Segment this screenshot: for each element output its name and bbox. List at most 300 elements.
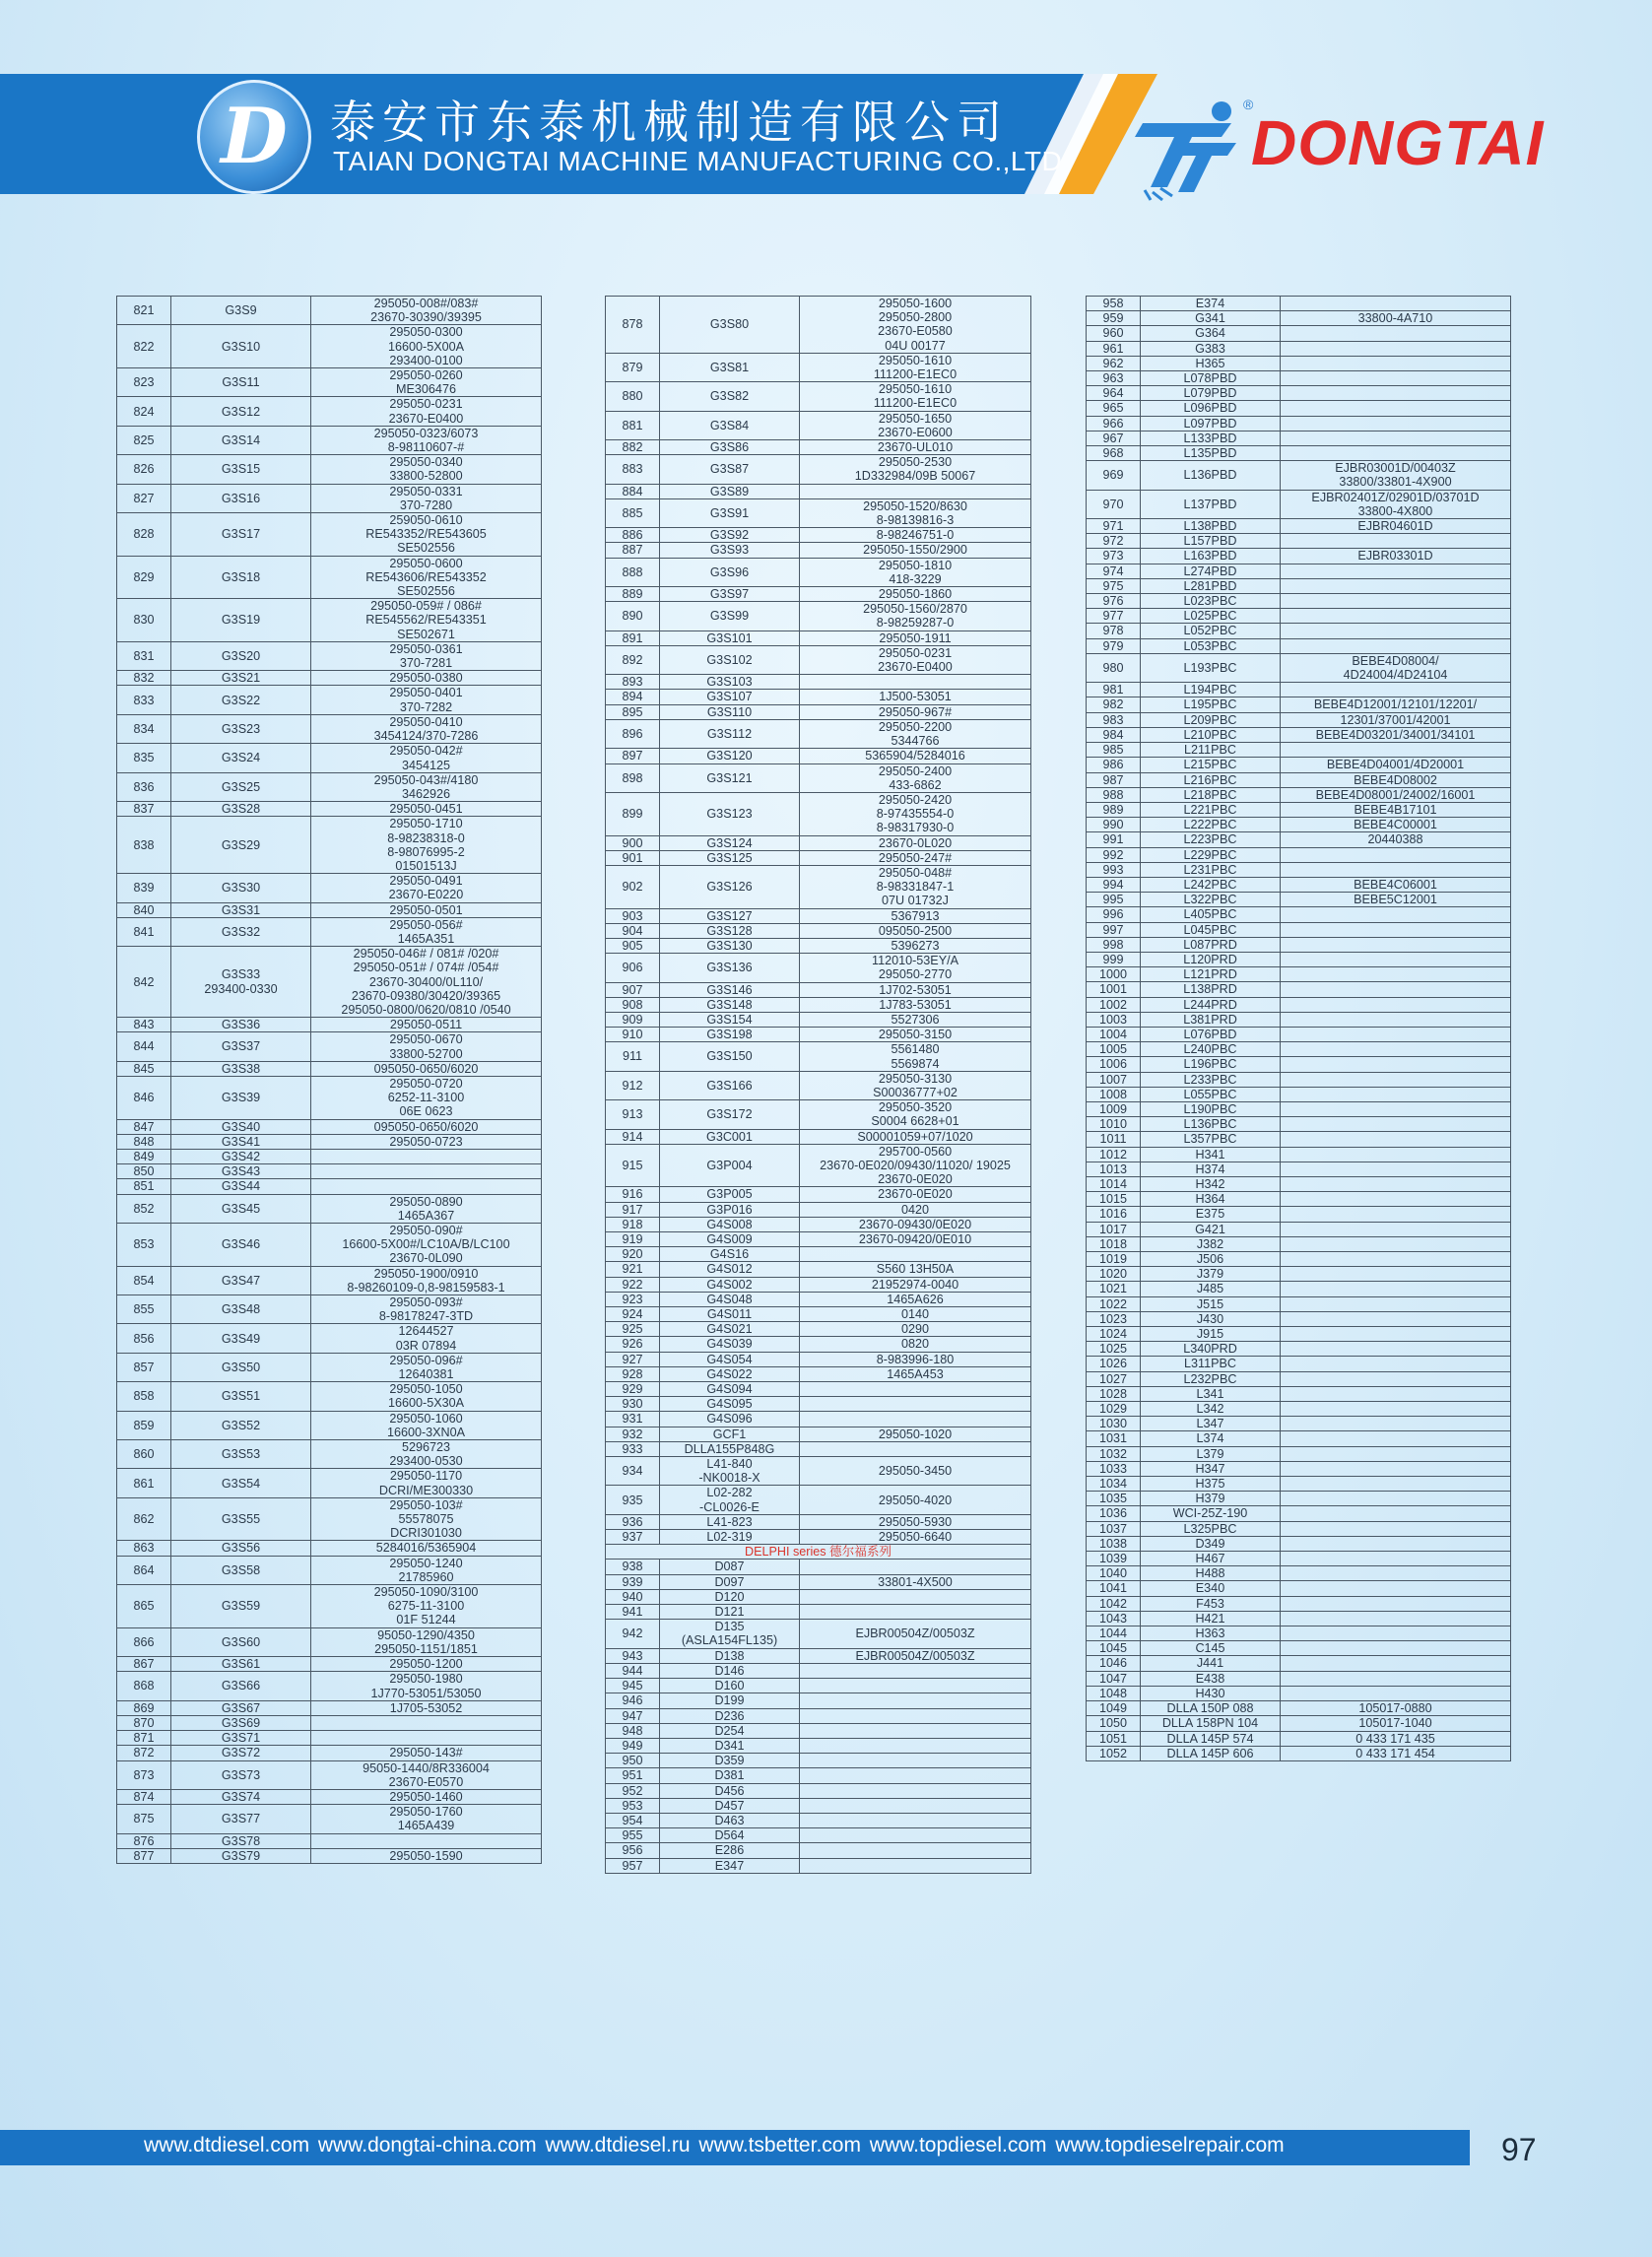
row-number: 933 — [606, 1441, 660, 1456]
nozzle-model: L135PBD — [1141, 446, 1281, 461]
nozzle-model: G3S154 — [660, 1012, 800, 1027]
nozzle-model: L274PBD — [1141, 564, 1281, 578]
reference-number: 295050-3150 — [800, 1028, 1031, 1042]
row-number: 1007 — [1087, 1072, 1141, 1087]
row-number: 1010 — [1087, 1117, 1141, 1132]
table-row — [1087, 1641, 1511, 1656]
row-number: 1037 — [1087, 1521, 1141, 1536]
row-number: 911 — [606, 1042, 660, 1071]
row-number: 1047 — [1087, 1671, 1141, 1686]
nozzle-model: H364 — [1141, 1192, 1281, 1207]
row-number: 952 — [606, 1783, 660, 1798]
row-number: 928 — [606, 1366, 660, 1381]
reference-number: EJBR00504Z/00503Z — [800, 1648, 1031, 1663]
nozzle-model: L311PBC — [1141, 1357, 1281, 1371]
table-row — [1087, 594, 1511, 609]
row-number: 1001 — [1087, 982, 1141, 997]
row-number: 986 — [1087, 758, 1141, 772]
reference-number — [1281, 1311, 1511, 1326]
nozzle-model: L096PBD — [1141, 401, 1281, 416]
reference-number: 295050-1050 16600-5X30A — [311, 1382, 542, 1411]
row-number: 899 — [606, 792, 660, 835]
row-number: 1051 — [1087, 1731, 1141, 1746]
table-row — [606, 982, 1031, 997]
table-row — [606, 1307, 1031, 1322]
nozzle-model: L347 — [1141, 1417, 1281, 1431]
row-number: 970 — [1087, 490, 1141, 518]
reference-number: 20440388 — [1281, 832, 1511, 847]
table-row — [1087, 712, 1511, 727]
table-row — [1087, 1132, 1511, 1147]
nozzle-model: L281PBD — [1141, 578, 1281, 593]
row-number: 920 — [606, 1247, 660, 1262]
table-row — [1087, 431, 1511, 445]
row-number: 903 — [606, 908, 660, 923]
row-number: 858 — [117, 1382, 171, 1411]
reference-number — [1281, 431, 1511, 445]
reference-number — [1281, 1431, 1511, 1446]
row-number: 922 — [606, 1277, 660, 1292]
reference-number: 295050-0340 33800-52800 — [311, 455, 542, 484]
reference-number — [1281, 564, 1511, 578]
reference-number: 295050-2530 1D332984/09B 50067 — [800, 455, 1031, 484]
row-number: 1050 — [1087, 1716, 1141, 1731]
table-row — [117, 1018, 542, 1032]
reference-number — [1281, 1236, 1511, 1251]
table-row — [606, 602, 1031, 631]
table-row — [606, 1783, 1031, 1798]
reference-number: 295050-0401 370-7282 — [311, 686, 542, 714]
nozzle-model: L379 — [1141, 1446, 1281, 1461]
row-number: 971 — [1087, 519, 1141, 534]
reference-number — [1281, 952, 1511, 966]
table-row — [1087, 1357, 1511, 1371]
nozzle-model: L325PBC — [1141, 1521, 1281, 1536]
row-number: 898 — [606, 763, 660, 792]
nozzle-model: L209PBC — [1141, 712, 1281, 727]
nozzle-model: G3S77 — [171, 1805, 311, 1833]
row-number: 1035 — [1087, 1492, 1141, 1506]
table-row — [606, 1798, 1031, 1813]
row-number: 1043 — [1087, 1611, 1141, 1626]
row-number: 1019 — [1087, 1252, 1141, 1267]
row-number: 990 — [1087, 818, 1141, 832]
row-number: 967 — [1087, 431, 1141, 445]
row-number: 968 — [1087, 446, 1141, 461]
reference-number: 5296723 293400-0530 — [311, 1440, 542, 1469]
nozzle-model: G3S11 — [171, 368, 311, 397]
nozzle-model: L120PRD — [1141, 952, 1281, 966]
row-number: 1040 — [1087, 1566, 1141, 1581]
table-row — [606, 1382, 1031, 1397]
table-row — [117, 1789, 542, 1804]
reference-number — [800, 484, 1031, 498]
reference-number — [1281, 534, 1511, 549]
table-row — [1087, 1087, 1511, 1101]
reference-number — [1281, 371, 1511, 386]
row-number: 1015 — [1087, 1192, 1141, 1207]
nozzle-model: E286 — [660, 1843, 800, 1858]
reference-number: 295050-0501 — [311, 902, 542, 917]
reference-number: 5365904/5284016 — [800, 749, 1031, 763]
nozzle-model: L341 — [1141, 1386, 1281, 1401]
row-number: 934 — [606, 1457, 660, 1486]
table-row — [606, 675, 1031, 690]
row-number: 1004 — [1087, 1027, 1141, 1041]
row-number: 829 — [117, 556, 171, 599]
row-number: 993 — [1087, 862, 1141, 877]
table-row — [1087, 1461, 1511, 1476]
nozzle-model: G3C001 — [660, 1129, 800, 1144]
table-row — [117, 714, 542, 743]
nozzle-model: G3S29 — [171, 817, 311, 874]
table-row — [117, 1760, 542, 1789]
row-number: 1038 — [1087, 1536, 1141, 1551]
row-number: 851 — [117, 1179, 171, 1194]
table-row — [1087, 922, 1511, 937]
row-number: 897 — [606, 749, 660, 763]
reference-number — [1281, 1057, 1511, 1072]
nozzle-model: G4S039 — [660, 1337, 800, 1352]
nozzle-model: L240PBC — [1141, 1042, 1281, 1057]
row-number: 964 — [1087, 386, 1141, 401]
table-row — [1087, 1027, 1511, 1041]
table-row — [117, 772, 542, 801]
reference-number: 295050-1860 — [800, 587, 1031, 602]
nozzle-model: G421 — [1141, 1222, 1281, 1236]
table-row — [117, 1353, 542, 1381]
reference-number — [1281, 594, 1511, 609]
table-row — [1087, 1311, 1511, 1326]
nozzle-model: L133PBD — [1141, 431, 1281, 445]
reference-number: 295050-0723 — [311, 1134, 542, 1149]
table-row — [1087, 446, 1511, 461]
table-row — [117, 1324, 542, 1353]
reference-number — [800, 1768, 1031, 1783]
row-number: 943 — [606, 1648, 660, 1663]
row-number: 978 — [1087, 624, 1141, 638]
reference-number: BEBE4D08004/ 4D24004/4D24104 — [1281, 653, 1511, 682]
nozzle-model: L216PBC — [1141, 772, 1281, 787]
row-number: 891 — [606, 631, 660, 645]
reference-number — [1281, 326, 1511, 341]
row-number: 994 — [1087, 877, 1141, 892]
table-row — [117, 902, 542, 917]
table-row — [606, 719, 1031, 748]
row-number: 1042 — [1087, 1596, 1141, 1611]
table-row — [1087, 967, 1511, 982]
nozzle-model: G3S66 — [171, 1672, 311, 1700]
nozzle-model: G4S096 — [660, 1412, 800, 1427]
row-number: 841 — [117, 917, 171, 946]
row-number: 904 — [606, 923, 660, 938]
table-row — [1087, 326, 1511, 341]
row-number: 919 — [606, 1232, 660, 1247]
table-row — [1087, 1342, 1511, 1357]
row-number: 837 — [117, 802, 171, 817]
row-number: 984 — [1087, 727, 1141, 742]
table-row — [1087, 461, 1511, 490]
nozzle-model: G3S14 — [171, 426, 311, 454]
table-row — [1087, 519, 1511, 534]
nozzle-model: D121 — [660, 1605, 800, 1620]
nozzle-model: G4S16 — [660, 1247, 800, 1262]
nozzle-model: G3S121 — [660, 763, 800, 792]
nozzle-model: L374 — [1141, 1431, 1281, 1446]
nozzle-model: L136PBD — [1141, 461, 1281, 490]
table-row — [606, 1530, 1031, 1545]
reference-number — [1281, 1207, 1511, 1222]
nozzle-model: G4S094 — [660, 1382, 800, 1397]
reference-number — [1281, 1267, 1511, 1282]
reference-number: 295050-1900/0910 8-98260109-0,8-98159583-1 — [311, 1266, 542, 1294]
table-row — [1087, 1117, 1511, 1132]
table-row — [117, 802, 542, 817]
row-number: 975 — [1087, 578, 1141, 593]
table-row — [606, 1217, 1031, 1231]
reference-number — [800, 1708, 1031, 1723]
row-number: 881 — [606, 411, 660, 439]
reference-number — [1281, 1596, 1511, 1611]
row-number: 974 — [1087, 564, 1141, 578]
reference-number — [1281, 1386, 1511, 1401]
reference-number — [1281, 847, 1511, 862]
nozzle-model: G3S74 — [171, 1789, 311, 1804]
reference-number: 295050-096# 12640381 — [311, 1353, 542, 1381]
table-row — [117, 1627, 542, 1656]
nozzle-model: G3S166 — [660, 1071, 800, 1099]
reference-number: 095050-2500 — [800, 923, 1031, 938]
reference-number: 33801-4X500 — [800, 1574, 1031, 1589]
reference-number: EJBR03301D — [1281, 549, 1511, 564]
nozzle-model: L055PBC — [1141, 1087, 1281, 1101]
reference-number — [800, 1858, 1031, 1873]
table-row — [1087, 534, 1511, 549]
nozzle-model: G4S021 — [660, 1322, 800, 1337]
reference-number — [1281, 1176, 1511, 1191]
nozzle-model: E374 — [1141, 297, 1281, 311]
row-number: 973 — [1087, 549, 1141, 564]
reference-number — [1281, 1087, 1511, 1101]
nozzle-model: G3S84 — [660, 411, 800, 439]
table-row — [1087, 1252, 1511, 1267]
nozzle-model: DLLA155P848G — [660, 1441, 800, 1456]
table-row — [1087, 1596, 1511, 1611]
table-row — [606, 1514, 1031, 1529]
table-row — [606, 631, 1031, 645]
nozzle-model: G383 — [1141, 341, 1281, 356]
nozzle-model: G3S15 — [171, 455, 311, 484]
table-row — [117, 1469, 542, 1497]
reference-number — [1281, 1552, 1511, 1566]
table-row — [606, 1247, 1031, 1262]
table-row — [606, 1813, 1031, 1827]
reference-number — [1281, 1132, 1511, 1147]
table-row — [606, 1337, 1031, 1352]
reference-number — [1281, 386, 1511, 401]
table-row — [1087, 832, 1511, 847]
nozzle-model: G3S96 — [660, 558, 800, 586]
reference-number: 1465A453 — [800, 1366, 1031, 1381]
table-row — [117, 1119, 542, 1134]
row-number: 860 — [117, 1440, 171, 1469]
nozzle-model: G364 — [1141, 326, 1281, 341]
row-number: 910 — [606, 1028, 660, 1042]
nozzle-model: G3S24 — [171, 744, 311, 772]
table-row — [606, 690, 1031, 704]
table-row — [117, 484, 542, 512]
row-number: 845 — [117, 1061, 171, 1076]
nozzle-model: G3S146 — [660, 982, 800, 997]
reference-number — [1281, 1477, 1511, 1492]
row-number: 962 — [1087, 356, 1141, 370]
nozzle-model: D120 — [660, 1589, 800, 1604]
nozzle-model: G3S22 — [171, 686, 311, 714]
row-number: 980 — [1087, 653, 1141, 682]
reference-number: 95050-1440/8R336004 23670-E0570 — [311, 1760, 542, 1789]
row-number: 1022 — [1087, 1296, 1141, 1311]
table-row — [117, 1440, 542, 1469]
table-row — [606, 1708, 1031, 1723]
company-name-chinese: 泰安市东泰机械制造有限公司 — [330, 96, 1009, 149]
reference-number — [1281, 1101, 1511, 1116]
nozzle-model: L136PBC — [1141, 1117, 1281, 1132]
row-number: 936 — [606, 1514, 660, 1529]
nozzle-model: L215PBC — [1141, 758, 1281, 772]
reference-number — [1281, 1072, 1511, 1087]
nozzle-model: G3S61 — [171, 1657, 311, 1672]
nozzle-model: L233PBC — [1141, 1072, 1281, 1087]
row-number: 948 — [606, 1723, 660, 1738]
row-number: 1023 — [1087, 1311, 1141, 1326]
table-row — [1087, 1282, 1511, 1296]
table-row — [1087, 877, 1511, 892]
nozzle-model: G3S172 — [660, 1100, 800, 1129]
row-number: 981 — [1087, 683, 1141, 697]
nozzle-model: D456 — [660, 1783, 800, 1798]
nozzle-model: D160 — [660, 1679, 800, 1693]
nozzle-model: G3S97 — [660, 587, 800, 602]
table-row — [1087, 297, 1511, 311]
reference-number: 1465A626 — [800, 1292, 1031, 1306]
table-row — [606, 1457, 1031, 1486]
table-row — [117, 1497, 542, 1541]
table-row — [606, 835, 1031, 850]
row-number: 868 — [117, 1672, 171, 1700]
nozzle-model: G3P016 — [660, 1202, 800, 1217]
registered-mark: ® — [1243, 97, 1254, 112]
table-row — [606, 528, 1031, 543]
table-row — [1087, 1446, 1511, 1461]
nozzle-model: L222PBC — [1141, 818, 1281, 832]
row-number: 959 — [1087, 311, 1141, 326]
row-number: 979 — [1087, 638, 1141, 653]
reference-number — [1281, 1282, 1511, 1296]
reference-number — [1281, 1686, 1511, 1700]
table-row — [1087, 937, 1511, 952]
nozzle-model: G3S45 — [171, 1194, 311, 1223]
reference-number: 5396273 — [800, 938, 1031, 953]
table-row — [606, 1693, 1031, 1708]
reference-number — [1281, 1342, 1511, 1357]
nozzle-model: D146 — [660, 1663, 800, 1678]
reference-number — [1281, 1117, 1511, 1132]
nozzle-model: G3S60 — [171, 1627, 311, 1656]
reference-number: 295050-1240 21785960 — [311, 1556, 542, 1584]
nozzle-model: D381 — [660, 1768, 800, 1783]
reference-number: 0290 — [800, 1322, 1031, 1337]
row-number: 832 — [117, 671, 171, 686]
table-row — [1087, 311, 1511, 326]
table-row — [1087, 564, 1511, 578]
nozzle-model: L079PBD — [1141, 386, 1281, 401]
nozzle-model: G3S150 — [660, 1042, 800, 1071]
nozzle-model: G4S022 — [660, 1366, 800, 1381]
reference-number: 295050-247# — [800, 850, 1031, 865]
table-row — [1087, 1012, 1511, 1027]
reference-number: 295050-1911 — [800, 631, 1031, 645]
row-number: 833 — [117, 686, 171, 714]
reference-number: 295050-2420 8-97435554-0 8-98317930-0 — [800, 792, 1031, 835]
reference-number: 295050-008#/083# 23670-30390/39395 — [311, 297, 542, 325]
table-row — [117, 917, 542, 946]
table-row — [117, 1848, 542, 1863]
nozzle-model: G3S125 — [660, 850, 800, 865]
nozzle-model: L138PRD — [1141, 982, 1281, 997]
nozzle-model: L210PBC — [1141, 727, 1281, 742]
reference-number: 295050-1610 111200-E1EC0 — [800, 353, 1031, 381]
table-row — [1087, 787, 1511, 802]
table-row — [117, 744, 542, 772]
table-row — [606, 587, 1031, 602]
table-row — [1087, 1162, 1511, 1176]
nozzle-model: G3S37 — [171, 1032, 311, 1061]
reference-number: 295050-0380 — [311, 671, 542, 686]
row-number: 1006 — [1087, 1057, 1141, 1072]
reference-number — [1281, 907, 1511, 922]
row-number: 826 — [117, 455, 171, 484]
table-row — [117, 325, 542, 368]
table-row — [606, 1412, 1031, 1427]
row-number: 930 — [606, 1397, 660, 1412]
table-row — [1087, 1371, 1511, 1386]
reference-number: 295050-3130 S00036777+02 — [800, 1071, 1031, 1099]
reference-number: 0820 — [800, 1337, 1031, 1352]
row-number: 839 — [117, 874, 171, 902]
nozzle-model: D457 — [660, 1798, 800, 1813]
table-row — [1087, 1057, 1511, 1072]
reference-number: 295050-0451 — [311, 802, 542, 817]
nozzle-model: L138PBD — [1141, 519, 1281, 534]
reference-number: 5284016/5365904 — [311, 1541, 542, 1556]
nozzle-model: G3S54 — [171, 1469, 311, 1497]
reference-number: 295050-1560/2870 8-98259287-0 — [800, 602, 1031, 631]
table-row — [117, 1700, 542, 1715]
row-number: 827 — [117, 484, 171, 512]
row-number: 828 — [117, 513, 171, 557]
row-number: 908 — [606, 997, 660, 1012]
reference-number — [800, 1723, 1031, 1738]
nozzle-model: L097PBD — [1141, 416, 1281, 431]
row-number: 938 — [606, 1560, 660, 1574]
row-number: 996 — [1087, 907, 1141, 922]
row-number: 989 — [1087, 802, 1141, 817]
reference-number: 295050-1590 — [311, 1848, 542, 1863]
row-number: 940 — [606, 1589, 660, 1604]
table-row — [117, 1585, 542, 1628]
nozzle-model: G3S48 — [171, 1295, 311, 1324]
table-row — [1087, 341, 1511, 356]
